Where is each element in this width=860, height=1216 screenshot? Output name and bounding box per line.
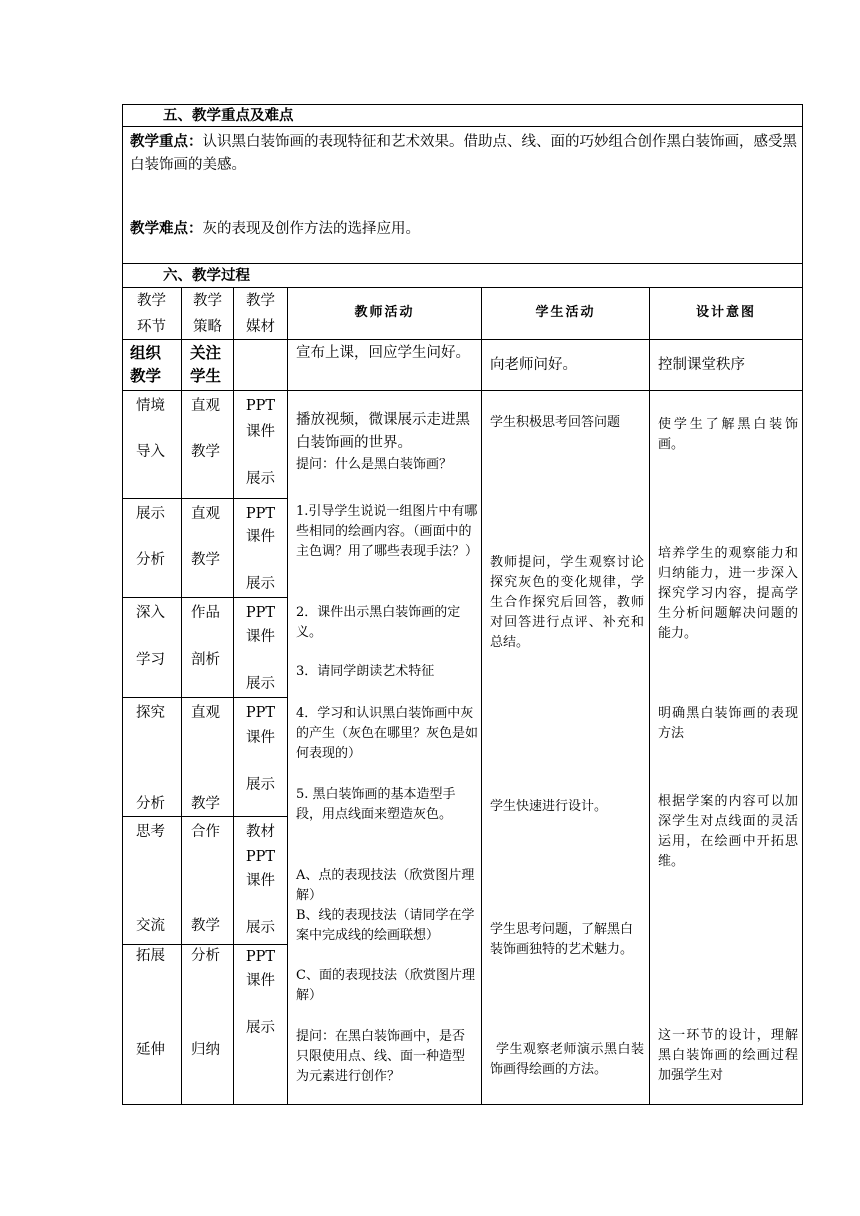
strategy-r2-b: 教学 — [191, 444, 220, 460]
strategy-r3-a: 直观 — [191, 506, 220, 522]
column-header-media: 教学 媒材 — [246, 293, 275, 335]
intent-1: 使学生了解黑白装饰画。 — [658, 417, 798, 452]
media-r5-b: 课件 — [246, 730, 275, 746]
strategy-r5-b: 教学 — [191, 796, 220, 812]
stage-r3-a: 展示 — [136, 506, 165, 522]
strategy-focus: 关注 学生 — [190, 343, 222, 385]
media-r7-a: PPT — [245, 949, 276, 965]
student-activity-5: 学生观察老师演示黑白装饰画得绘画的方法。 — [490, 1042, 644, 1077]
teacher-activity-r1: 宣布上课，回应学生问好。 — [296, 345, 470, 361]
table-border-right — [802, 104, 803, 1105]
media-r4-b: 课件 — [246, 629, 275, 645]
rule — [287, 287, 288, 1105]
section-heading: 六、教学过程 — [163, 267, 250, 284]
strategy-r5-a: 直观 — [191, 705, 220, 721]
strategy-r6-b: 教学 — [191, 918, 220, 934]
teacher-activity-2: 2．课件出示黑白装饰画的定义。 — [296, 605, 461, 640]
media-r4-c: 展示 — [246, 676, 275, 692]
rule — [122, 498, 287, 499]
table-border-bottom — [122, 1104, 803, 1105]
rule — [181, 287, 182, 1105]
intent-4: 根据学案的内容可以加深学生对点线面的灵活运用，在绘画中开拓思维。 — [658, 794, 798, 869]
rule — [122, 390, 803, 391]
stage-organize: 组织 教学 — [130, 343, 162, 385]
intent-5: 这一环节的设计，理解黑白装饰画的绘画过程加强学生对 — [658, 1028, 798, 1083]
lesson-plan-table — [122, 104, 803, 1105]
strategy-r7-a: 分析 — [191, 948, 220, 964]
strategy-r2-a: 直观 — [191, 398, 220, 414]
stage-r2-a: 情境 — [136, 398, 165, 414]
stage-r2-b: 导入 — [136, 444, 165, 460]
difficulty-paragraph — [130, 217, 420, 241]
column-header-strategy: 教学 策略 — [193, 293, 222, 335]
student-activity-3: 学生快速进行设计。 — [490, 799, 608, 814]
rule — [122, 816, 287, 817]
table-border-left — [122, 104, 123, 1105]
strategy-r4-b: 剖析 — [191, 652, 220, 668]
stage-r7-b: 延伸 — [136, 1042, 165, 1058]
strategy-r3-b: 教学 — [191, 552, 220, 568]
rule — [481, 287, 482, 1105]
teacher-activity-1: 1.引导学生说说一组图片中有哪些相同的绘画内容。（画面中的主色调？用了哪些表现手法？） — [296, 504, 479, 559]
rule — [122, 339, 803, 340]
student-activity-4: 学生思考问题，了解黑白装饰画独特的艺术魅力。 — [490, 922, 634, 957]
media-r3-b: 课件 — [246, 529, 275, 545]
student-activity-1: 学生积极思考回答问题 — [490, 415, 621, 430]
media-r7-b: 课件 — [246, 973, 275, 989]
media-r6-a: 教材 — [246, 824, 275, 840]
rule — [122, 697, 287, 698]
stage-r7-a: 拓展 — [136, 948, 165, 964]
strategy-r6-a: 合作 — [191, 824, 220, 840]
media-r2-c: 展示 — [246, 471, 275, 487]
teacher-activity-point: A、点的表现技法（欣赏图片理解） — [296, 868, 475, 903]
media-r6-d: 展示 — [246, 920, 275, 936]
key-points-label: 教学重点： — [130, 133, 203, 150]
teacher-activity-3: 3．请同学朗读艺术特征 — [296, 664, 435, 679]
teacher-activity-video: 播放视频，微课展示走进黑白装饰画的世界。 — [296, 412, 470, 451]
column-header-teacher: 教师活动 — [354, 305, 415, 320]
student-activity-2: 教师提问，学生观察讨论探究灰色的变化规律，学生合作探究后回答，教师对回答进行点评、补充和总结。 — [490, 555, 644, 650]
key-points-text: 认识黑白装饰画的表现特征和艺术效果。借助点、线、面的巧妙组合创作黑白装饰画，感受黑白装饰画的美感。 — [130, 134, 797, 173]
media-r7-c: 展示 — [246, 1020, 275, 1036]
key-points-paragraph — [130, 130, 798, 177]
media-r6-b: PPT — [245, 849, 276, 865]
strategy-r4-a: 作品 — [191, 605, 220, 621]
teacher-activity-5: 5. 黑白装饰画的基本造型手段，用点线面来塑造灰色。 — [296, 787, 456, 822]
teacher-activity-line: B、线的表现技法（请同学在学案中完成线的绘画联想） — [296, 908, 475, 943]
stage-r4-b: 学习 — [136, 652, 165, 668]
media-r5-c: 展示 — [246, 777, 275, 793]
stage-r4-a: 深入 — [136, 605, 165, 621]
rule — [122, 597, 287, 598]
stage-r6-b: 交流 — [136, 918, 165, 934]
column-header-stage: 教学 环节 — [137, 293, 166, 335]
section-heading: 五、教学重点及难点 — [163, 107, 294, 124]
stage-r5-b: 分析 — [136, 796, 165, 812]
media-r2-a: PPT — [245, 398, 276, 414]
media-r3-c: 展示 — [246, 576, 275, 592]
intent-2: 培养学生的观察能力和归纳能力，进一步深入探究学习内容，提高学生分析问题解决问题的能力。 — [658, 546, 798, 641]
intent-r1: 控制课堂秩序 — [658, 357, 745, 373]
student-activity-r1: 向老师问好。 — [490, 357, 577, 373]
teacher-question-1: 提问：什么是黑白装饰画？ — [296, 457, 453, 472]
column-header-intent: 设计意图 — [695, 305, 756, 320]
stage-r3-b: 分析 — [136, 552, 165, 568]
teacher-activity-4: 4．学习和认识黑白装饰画中灰的产生（灰色在哪里？灰色是如何表现的） — [296, 706, 479, 761]
media-r5-a: PPT — [245, 705, 276, 721]
media-r3-a: PPT — [245, 506, 276, 522]
teacher-activity-plane: C、面的表现技法（欣赏图片理解） — [296, 968, 475, 1003]
intent-3: 明确黑白装饰画的表现方法 — [658, 706, 798, 741]
media-r6-c: 课件 — [246, 873, 275, 889]
media-r2-b: 课件 — [246, 424, 275, 440]
teacher-question-2: 提问：在黑白装饰画中，是否只限使用点、线、面一种造型为元素进行创作？ — [296, 1029, 466, 1084]
strategy-r7-b: 归纳 — [191, 1042, 220, 1058]
rule — [649, 287, 650, 1105]
difficulty-text: 灰的表现及创作方法的选择应用。 — [202, 221, 420, 237]
rule — [122, 287, 803, 288]
column-header-student: 学生活动 — [535, 305, 596, 320]
difficulty-label: 教学难点： — [130, 220, 203, 237]
stage-r5-a: 探究 — [136, 705, 165, 721]
media-r4-a: PPT — [245, 605, 276, 621]
stage-r6-a: 思考 — [136, 824, 165, 840]
